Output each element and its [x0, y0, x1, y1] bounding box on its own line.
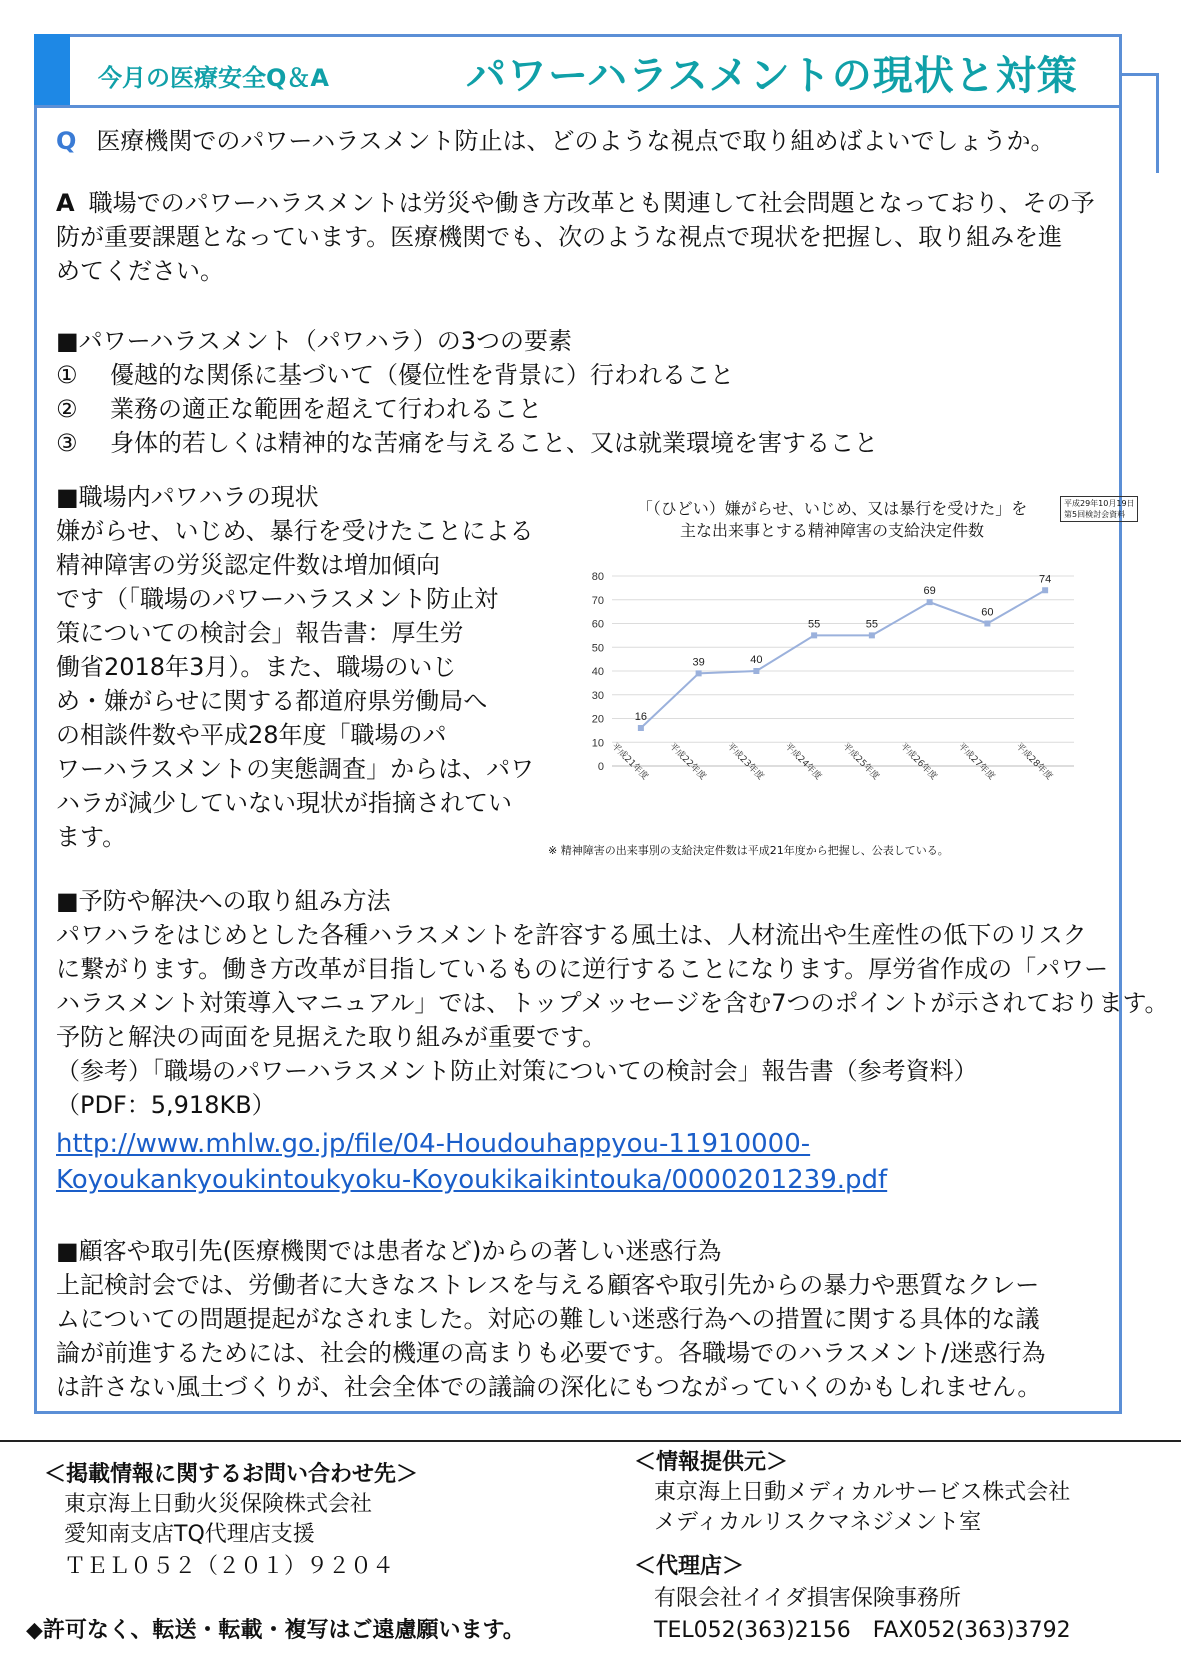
element-item-1: ① 優越的な関係に基づいて（優位性を背景に）行われること	[56, 361, 734, 389]
x-tick-label: 平成26年度	[897, 741, 939, 783]
y-tick-label: 80	[591, 571, 604, 583]
x-tick-label: 平成23年度	[724, 741, 766, 783]
section3-heading: ■予防や解決への取り組み方法	[56, 887, 391, 915]
contact-line: 東京海上日動火災保険株式会社	[64, 1492, 373, 1517]
x-tick-label: 平成24年度	[782, 741, 824, 783]
data-point	[811, 632, 817, 638]
agency-contact: TEL052(363)2156 FAX052(363)3792	[654, 1618, 1071, 1643]
section4-line: 上記検討会では、労働者に大きなストレスを与える顧客や取引先からの暴力や悪質なクレー	[56, 1271, 1040, 1299]
data-label: 74	[1039, 573, 1052, 586]
chart-source-box: 平成29年10月19日 第5回検討会資料	[1060, 496, 1138, 522]
data-point	[696, 670, 702, 676]
answer-line-1: A 職場でのパワーハラスメントは労災や働き方改革とも関連して社会問題となっており、その予	[56, 189, 1095, 217]
y-tick-label: 30	[591, 689, 604, 702]
header-tail-vertical	[1156, 73, 1159, 173]
agency-line: 有限会社イイダ損害保険事務所	[654, 1586, 961, 1611]
section2-line: 嫌がらせ、いじめ、暴行を受けたことによる	[56, 517, 534, 545]
section2-line: ワーハラスメントの実態調査」からは、パワ	[56, 755, 535, 783]
section2-line: 精神障害の労災認定件数は増加傾向	[56, 551, 440, 579]
chart-title-line-1: 「（ひどい）嫌がらせ、いじめ、又は暴行を受けた」を	[636, 499, 1028, 518]
data-point	[753, 668, 759, 674]
y-tick-label: 0	[597, 761, 604, 773]
data-label: 69	[923, 585, 936, 598]
agency-heading: ＜代理店＞	[634, 1554, 745, 1579]
section2-line: ます。	[56, 823, 127, 851]
header-accent-bar	[34, 34, 70, 105]
question-mark: Q	[56, 127, 77, 155]
footer-divider	[0, 1440, 1181, 1442]
section3-line: に繋がります。働き方改革が目指しているものに逆行することになります。厚労省作成の「パワー	[56, 955, 1109, 983]
section4-heading: ■顧客や取引先(医療機関では患者など)からの著しい迷惑行為	[56, 1237, 722, 1265]
section2-line: です（「職場のパワーハラスメント防止対	[56, 585, 499, 613]
provider-heading: ＜情報提供元＞	[634, 1450, 789, 1475]
data-point	[984, 621, 990, 627]
section4-line: は許さない風土づくりが、社会全体での議論の深化にもつながっていくのかもしれません。	[56, 1373, 1042, 1401]
data-point	[869, 632, 875, 638]
element-item-3: ③ 身体的若しくは精神的な苦痛を与えること、又は就業環境を害すること	[56, 429, 878, 457]
x-tick-label: 平成22年度	[666, 741, 708, 783]
section2-line: 策についての検討会」報告書：厚生労	[56, 619, 464, 647]
contact-phone: ＴＥＬ０５２（２０１）９２０４	[64, 1554, 395, 1579]
element-item-2: ② 業務の適正な範囲を超えて行われること	[56, 395, 542, 423]
page-title: パワーハラスメントの現状と対策	[466, 53, 1078, 99]
chart-title-line-2: 主な出来事とする精神障害の支給決定件数	[679, 521, 984, 540]
reference-link-line-1[interactable]: http://www.mhlw.go.jp/file/04-Houdouhappyou-11910000-	[56, 1129, 811, 1159]
section3-line: ハラスメント対策導入マニュアル」では、トップメッセージを含む7つのポイントが示されております。	[56, 989, 1169, 1017]
section3-line: パワハラをはじめとした各種ハラスメントを許容する風土は、人材流出や生産性の低下のリスク	[56, 921, 1087, 949]
section4-line: ムについての問題提起がなされました。対応の難しい迷惑行為への措置に関する具体的な議	[56, 1305, 1040, 1333]
y-tick-label: 40	[591, 666, 604, 678]
data-point	[1042, 587, 1048, 593]
copy-notice: ◆許可なく、転送・転載・複写はご遠慮願います。	[26, 1618, 525, 1643]
chart-footnote: ※ 精神障害の出来事別の支給決定件数は平成21年度から把握し、公表している。	[548, 844, 949, 857]
answer-line-2: 防が重要課題となっています。医療機関でも、次のような視点で現状を把握し、取り組みを進	[56, 223, 1063, 251]
section4-line: 論が前進するためには、社会的機運の高まりも必要です。各職場でのハラスメント/迷惑行為	[56, 1339, 1046, 1367]
contact-heading: ＜掲載情報に関するお問い合わせ先＞	[44, 1462, 419, 1487]
reference-line: （参考）「職場のパワーハラスメント防止対策についての検討会」報告書（参考資料）	[56, 1057, 978, 1085]
x-tick-label: 平成28年度	[1013, 741, 1055, 783]
section2-heading: ■職場内パワハラの現状	[56, 483, 319, 511]
answer-line-3: めてください。	[56, 257, 224, 285]
header-banner	[34, 34, 1122, 108]
y-tick-label: 70	[591, 594, 604, 607]
reference-link-line-2[interactable]: Koyoukankyoukintoukyoku-Koyoukikaikintouka/0000201239.pdf	[56, 1165, 888, 1195]
benefit-decisions-chart	[548, 490, 1135, 866]
data-label: 60	[981, 606, 994, 619]
y-tick-label: 20	[591, 713, 604, 726]
provider-line: 東京海上日動メディカルサービス株式会社	[654, 1480, 1071, 1505]
section3-line: 予防と解決の両面を見据えた取り組みが重要です。	[56, 1023, 607, 1051]
section2-line: の相談件数や平成28年度「職場のパ	[56, 721, 447, 749]
contact-line: 愛知南支店TQ代理店支援	[64, 1522, 315, 1547]
header-subtitle: 今月の医療安全Q＆A	[98, 64, 329, 92]
y-tick-label: 50	[591, 642, 604, 655]
question-line	[56, 124, 1054, 158]
data-point	[638, 725, 644, 731]
chart-plot	[591, 490, 1130, 835]
reference-size: （PDF：5,918KB）	[56, 1091, 276, 1119]
data-label: 40	[750, 654, 763, 666]
data-label: 16	[634, 711, 647, 723]
data-point	[927, 599, 933, 605]
question-text: 医療機関でのパワーハラスメント防止は、どのような視点で取り組めばよいでしょうか。	[96, 127, 1055, 155]
data-label: 55	[865, 618, 878, 631]
section2-line: 働省2018年3月）。また、職場のいじ	[56, 653, 457, 681]
answer-mark: A	[56, 189, 75, 217]
section2-line: ハラが減少していない現状が指摘されてい	[56, 789, 512, 817]
section1-heading: ■パワーハラスメント（パワハラ）の3つの要素	[56, 327, 573, 355]
header-tail-line	[1122, 73, 1158, 76]
section2-line: め・嫌がらせに関する都道府県労働局へ	[56, 687, 488, 715]
x-tick-label: 平成21年度	[609, 741, 650, 783]
data-label: 39	[692, 656, 705, 669]
data-label: 55	[808, 618, 821, 631]
y-tick-label: 60	[591, 618, 604, 631]
provider-line: メディカルリスクマネジメント室	[654, 1510, 982, 1535]
x-tick-label: 平成27年度	[955, 741, 997, 783]
y-tick-label: 10	[591, 737, 604, 750]
x-tick-label: 平成25年度	[840, 741, 881, 783]
